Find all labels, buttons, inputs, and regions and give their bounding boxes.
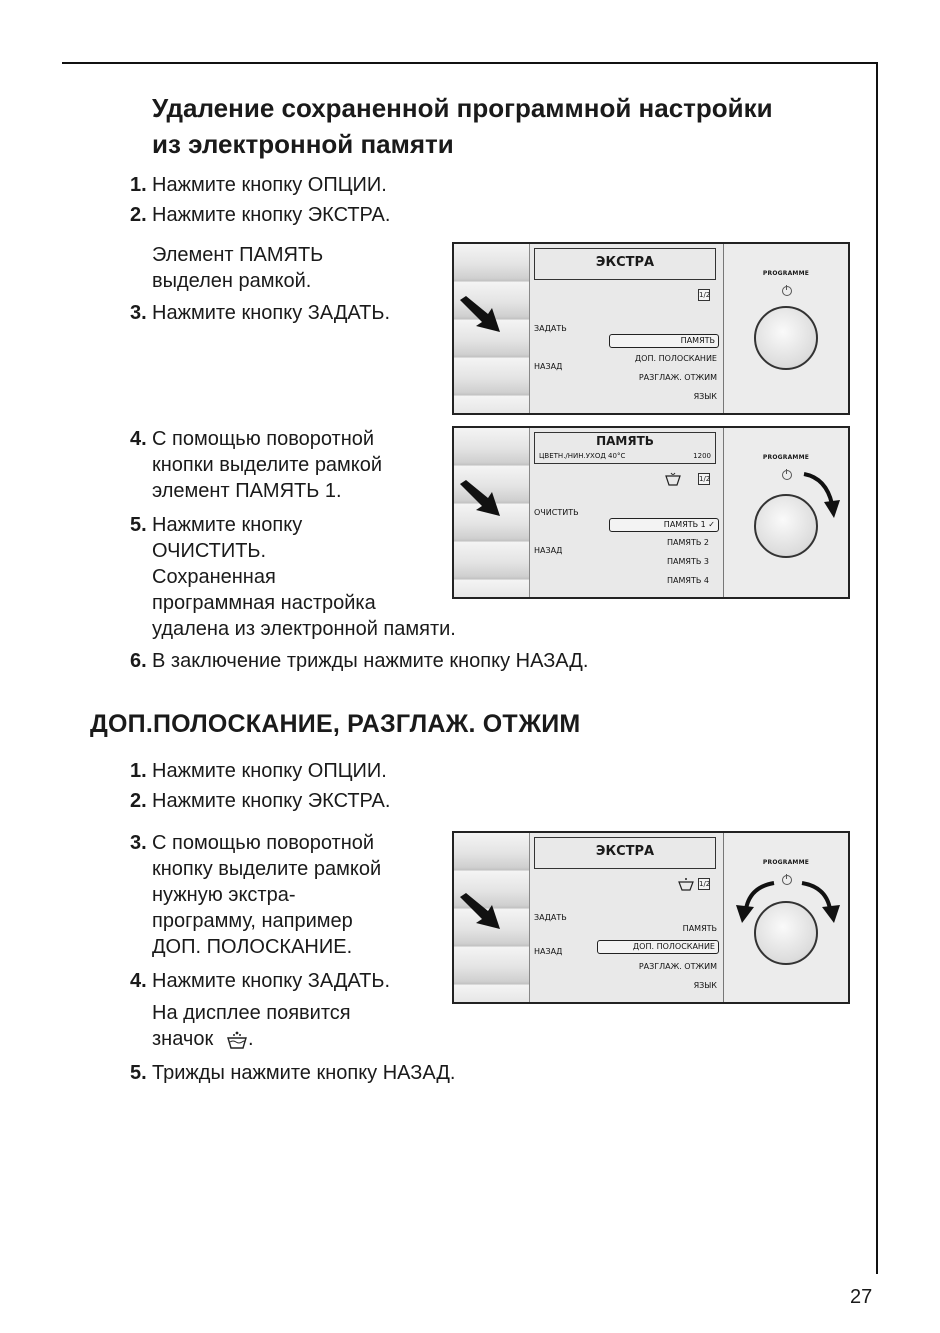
menu-item-selected[interactable]: ПАМЯТЬ: [609, 334, 719, 348]
program-name: ЦВЕТН./НИН.УХОД 40°C: [539, 452, 626, 460]
programme-label: PROGRAMME: [762, 859, 810, 866]
step-text: кнопку выделите рамкой: [152, 858, 382, 880]
step-number: 3.: [130, 302, 147, 324]
half-load-icon: 1/2: [699, 291, 711, 299]
step-text: Нажмите кнопку ЗАДАТЬ.: [152, 970, 391, 992]
left-label: ЗАДАТЬ: [534, 324, 567, 333]
step-text: В заключение трижды нажмите кнопку НАЗАД.: [152, 650, 589, 672]
section1-title-line2: из электронной памяти: [152, 129, 454, 159]
spin-speed: 1200: [693, 452, 711, 460]
section2-title: ДОП.ПОЛОСКАНИЕ, РАЗГЛАЖ. ОТЖИМ: [90, 710, 581, 738]
step-number: 2.: [130, 790, 147, 812]
menu-item[interactable]: РАЗГЛАЖ. ОТЖИМ: [638, 962, 717, 971]
menu-item[interactable]: ДОП. ПОЛОСКАНИЕ: [634, 354, 717, 363]
step-text: нужную экстра-: [152, 884, 296, 906]
step-number: 3.: [130, 832, 147, 854]
power-icon: [782, 470, 792, 480]
step-number: 5.: [130, 1062, 147, 1084]
step-text: Нажмите кнопку ОПЦИИ.: [152, 174, 387, 196]
step-text: программная настройка: [152, 592, 376, 614]
step-number: 1.: [130, 760, 147, 782]
menu-item[interactable]: ПАМЯТЬ 3: [667, 557, 709, 566]
step-text: удалена из электронной памяти.: [152, 618, 456, 640]
step-text: Нажмите кнопку ЗАДАТЬ.: [152, 302, 391, 324]
control-panel-memory: [452, 426, 850, 599]
rotate-clockwise-arrow-icon: [800, 468, 844, 524]
step-text: ДОП. ПОЛОСКАНИЕ.: [152, 936, 353, 958]
display-title: ЭКСТРА: [595, 844, 655, 859]
left-label: НАЗАД: [534, 362, 563, 371]
step-note: Элемент ПАМЯТЬ: [152, 244, 324, 266]
page-number: 27: [850, 1286, 873, 1308]
step-note: выделен рамкой.: [152, 270, 312, 292]
left-label: НАЗАД: [534, 546, 563, 555]
menu-item[interactable]: РАЗГЛАЖ. ОТЖИМ: [638, 373, 717, 382]
rotate-clockwise-arrow-icon: [798, 877, 842, 925]
menu-item[interactable]: ПАМЯТЬ 2: [667, 538, 709, 547]
control-panel-extra: [452, 242, 850, 415]
display-title-box: [534, 837, 716, 869]
left-label: ОЧИСТИТЬ: [534, 508, 579, 517]
step-text: программу, например: [152, 910, 353, 932]
step-note: значок: [152, 1028, 214, 1050]
menu-item-selected[interactable]: ПАМЯТЬ 1 ✓: [609, 518, 719, 532]
programme-section: [724, 833, 848, 1002]
power-icon: [782, 875, 792, 885]
step-text: Нажмите кнопку ЭКСТРА.: [152, 204, 391, 226]
display-title: ПАМЯТЬ: [596, 434, 654, 448]
rinse-icon: [678, 877, 694, 891]
step-text: Сохраненная: [152, 566, 276, 588]
programme-section: [724, 244, 848, 413]
programme-label: PROGRAMME: [762, 454, 810, 461]
right-rule: [876, 62, 878, 1274]
step-text: Нажмите кнопку ЭКСТРА.: [152, 790, 391, 812]
period: .: [248, 1028, 254, 1050]
top-rule: [62, 62, 878, 64]
step-text: С помощью поворотной: [152, 832, 375, 854]
arrow-icon: [458, 891, 502, 931]
step-text: элемент ПАМЯТЬ 1.: [152, 480, 342, 502]
menu-item[interactable]: ПАМЯТЬ: [682, 924, 717, 933]
display-screen: [530, 244, 724, 413]
step-number: 4.: [130, 428, 147, 450]
step-number: 1.: [130, 174, 147, 196]
menu-item[interactable]: ЯЗЫК: [693, 392, 717, 401]
step-text: ОЧИСТИТЬ.: [152, 540, 267, 562]
step-note: На дисплее появится: [152, 1002, 351, 1024]
display-screen: [530, 428, 724, 597]
control-panel-extra-rinse: [452, 831, 850, 1004]
rinse-icon: [226, 1030, 248, 1050]
menu-item-selected[interactable]: ДОП. ПОЛОСКАНИЕ: [597, 940, 719, 954]
step-text: Нажмите кнопку ОПЦИИ.: [152, 760, 387, 782]
rotate-counterclockwise-arrow-icon: [734, 877, 778, 925]
step-text: кнопки выделите рамкой: [152, 454, 383, 476]
left-label: НАЗАД: [534, 947, 563, 956]
step-text: Трижды нажмите кнопку НАЗАД.: [152, 1062, 456, 1084]
step-number: 4.: [130, 970, 147, 992]
step-text: Нажмите кнопку: [152, 514, 303, 536]
display-screen: [530, 833, 724, 1002]
section1-title-line1: Удаление сохраненной программной настройки: [152, 93, 773, 123]
display-title: ЭКСТРА: [595, 255, 655, 270]
menu-item[interactable]: ЯЗЫК: [693, 981, 717, 990]
arrow-icon: [458, 478, 502, 518]
half-load-icon: 1/2: [699, 475, 711, 483]
display-title-box: [534, 432, 716, 464]
programme-section: [724, 428, 848, 597]
half-load-icon: 1/2: [699, 880, 711, 888]
step-number: 2.: [130, 204, 147, 226]
step-number: 6.: [130, 650, 147, 672]
menu-item[interactable]: ПАМЯТЬ 4: [667, 576, 709, 585]
step-text: С помощью поворотной: [152, 428, 375, 450]
stain-icon: [664, 472, 682, 486]
power-icon: [782, 286, 792, 296]
programme-label: PROGRAMME: [762, 270, 810, 277]
display-title-box: [534, 248, 716, 280]
step-number: 5.: [130, 514, 147, 536]
programme-knob[interactable]: [754, 306, 818, 370]
arrow-icon: [458, 294, 502, 334]
left-label: ЗАДАТЬ: [534, 913, 567, 922]
